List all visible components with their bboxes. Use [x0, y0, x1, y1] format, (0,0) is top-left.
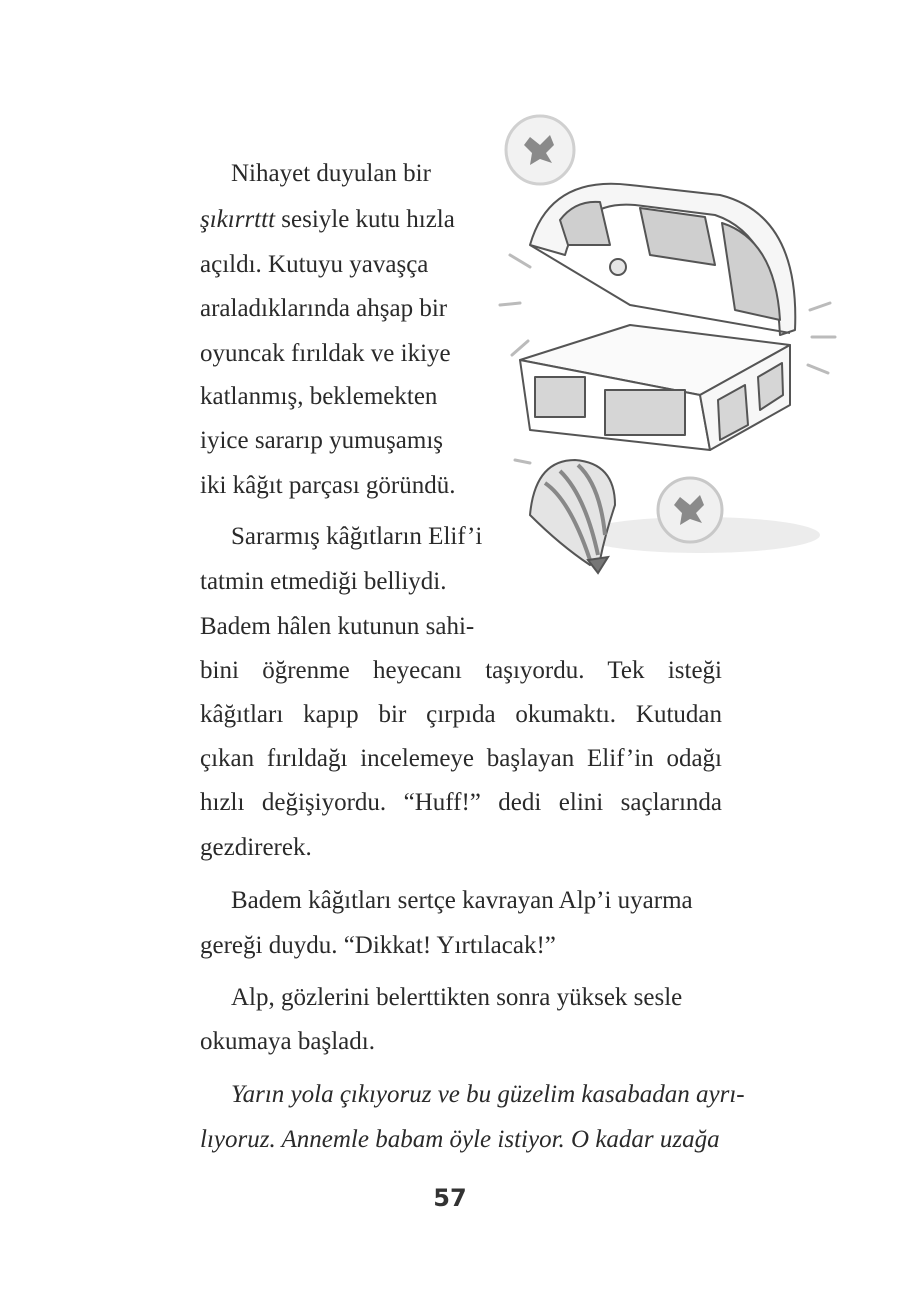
text-line: araladıklarında ahşap bir [200, 295, 448, 322]
text-line: Badem hâlen kutunun sahi- [200, 613, 475, 640]
page-number: 57 [433, 1184, 467, 1212]
text-line: katlanmış, beklemekten [200, 383, 438, 410]
button-icon [506, 116, 574, 184]
text-line: kâğıtları kapıp bir çırpıda okumaktı. Kutudan [200, 701, 722, 728]
text-line: Nihayet duyulan bir [231, 160, 431, 187]
lock-icon [610, 259, 626, 275]
text-line: oyuncak fırıldak ve ikiye [200, 340, 451, 367]
text-line: açıldı. Kutuyu yavaşça [200, 251, 429, 278]
text-line: iki kâğıt parçası göründü. [200, 472, 456, 499]
spinning-top-icon [530, 460, 615, 573]
text-line: tatmin etmediği belliydi. [200, 568, 447, 595]
button-icon [658, 478, 722, 542]
text-line: Sararmış kâğıtların Elif’i [231, 523, 483, 550]
text-line: gezdirerek. [200, 834, 312, 861]
text-line: Yarın yola çıkıyoruz ve bu güzelim kasabadan ayrı- [231, 1081, 745, 1108]
chest-body [520, 325, 790, 450]
text-line: okumaya başladı. [200, 1028, 375, 1055]
text-line: gereği duydu. “Dikkat! Yırtılacak!” [200, 932, 556, 959]
text-line: çıkan fırıldağı incelemeye başlayan Elif’in odağı [200, 745, 722, 772]
chest-lid [530, 184, 795, 335]
text-line: şıkırrttt sesiyle kutu hızla [200, 206, 455, 233]
text-line: Badem kâğıtları sertçe kavrayan Alp’i uyarma [231, 887, 693, 914]
text-line: iyice sararıp yumuşamış [200, 427, 443, 454]
text-line: Alp, gözlerini belerttikten sonra yüksek sesle [231, 984, 683, 1011]
treasure-chest-illustration [490, 105, 840, 595]
text-line: hızlı değişiyordu. “Huff!” dedi elini saçlarında [200, 789, 722, 816]
text-line: bini öğrenme heyecanı taşıyordu. Tek isteği [200, 657, 722, 684]
text-line: lıyoruz. Annemle babam öyle istiyor. O kadar uzağa [200, 1126, 720, 1153]
